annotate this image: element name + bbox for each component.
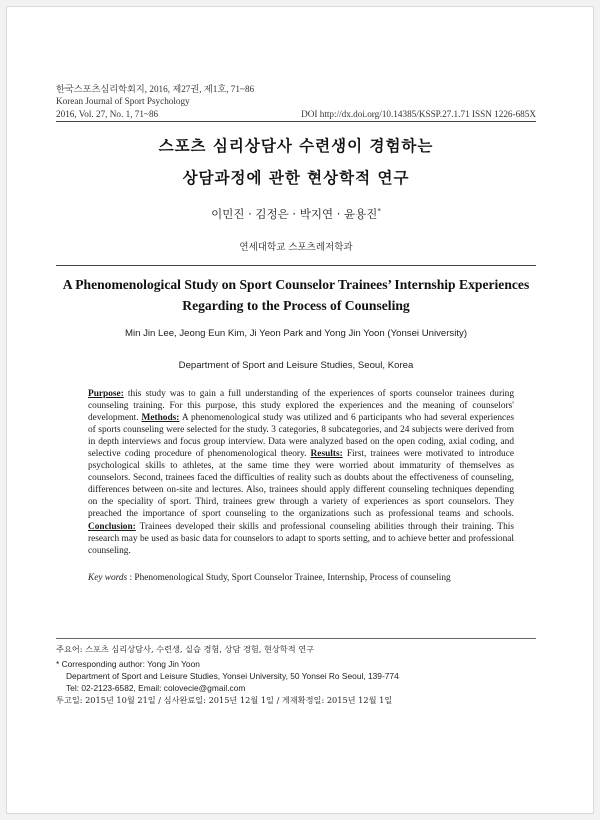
- header-rule: [56, 121, 536, 122]
- english-affiliation: Department of Sport and Leisure Studies, Seoul, Korea: [178, 360, 414, 371]
- journal-header: [56, 83, 536, 120]
- keywords-label: Key words: [88, 573, 128, 583]
- conclusion-text: Trainees developed their skills and professional counseling abilities through their training. This research may be used as basic data for counselors to adapt to sports setting, and to achieve better and professional counseling.: [88, 521, 514, 556]
- doi-issn: DOI http://dx.doi.org/10.14385/KSSP.27.1.71 ISSN 1226-685X: [301, 108, 536, 119]
- footnote-rule: [56, 638, 536, 639]
- korean-title-line-2: 상담과정에 관한 현상학적 연구: [182, 169, 410, 187]
- corresponding-mark: *: [377, 207, 381, 216]
- korean-affiliation: 연세대학교 스포츠레저학과: [239, 242, 353, 253]
- abstract: [88, 388, 514, 557]
- methods-label: Methods:: [141, 413, 180, 424]
- corresponding-author: * Corresponding author: Yong Jin Yoon: [56, 659, 200, 669]
- submission-dates: 투고일: 2015년 10월 21일 / 심사완료일: 2015년 12월 1일 / 게재확정일: 2015년 12월 1일: [56, 695, 393, 705]
- korean-authors: [56, 206, 536, 222]
- purpose-label: Purpose:: [88, 389, 124, 399]
- korean-keywords-footnote: 주요어: 스포츠 심리상담사, 수련생, 실습 경험, 상담 경험, 현상학적 연구: [56, 644, 315, 654]
- results-text: First, trainees were motivated to introduce psychological skills to athletes, at the same time they were worried about immaturity of themselves as counselors. Second, trainees faced the difficulties of reality such as doubts about the effectiveness of counseling, differences between on-site and lectures. Also, trainees should apply different counseling techniques depending on the speciality of sport. Third, trainees grew through a variety of experiences as sport counselors. They preached the importance of sport counseling to the organizations such as professional teams and schools.: [88, 449, 514, 520]
- korean-author-names: 이민진 · 김정은 · 박지연 · 윤용진: [211, 207, 378, 221]
- methods-text: A phenomenological study was utilized and 6 participants who had several experiences of sports counseling were selected for the study. 3 categories, 8 subcategories, and 24 subjects were derived from in depth interviews and focus group interview. Data were analyzed based on the open coding, axial coding, and selective coding procedure of phenomenological theory.: [88, 413, 514, 460]
- section-rule: [56, 265, 536, 266]
- journal-name-en: Korean Journal of Sport Psychology: [56, 96, 190, 107]
- journal-volume: 2016, Vol. 27, No. 1, 71~86: [56, 108, 159, 119]
- english-authors: Min Jin Lee, Jeong Eun Kim, Ji Yeon Park and Yong Jin Yoon (Yonsei University): [124, 328, 468, 339]
- results-label: Results:: [310, 449, 343, 460]
- keywords: [88, 573, 528, 583]
- korean-title-line-1: 스포츠 심리상담사 수련생이 경험하는: [158, 137, 434, 155]
- keywords-text: : Phenomenological Study, Sport Counselor Trainee, Internship, Process of counseling: [127, 573, 451, 583]
- english-title-line-2: Regarding to the Process of Counseling: [182, 298, 410, 313]
- purpose-text: this study was to gain a full understanding of the experiences of sports counselor trainees during counseling training. For this purpose, this study explored the experiences and the meaning of counselors' development.: [88, 389, 514, 424]
- corresponding-address: Department of Sport and Leisure Studies, Yonsei University, 50 Yonsei Ro Seoul, 139-774: [66, 671, 399, 681]
- conclusion-label: Conclusion:: [88, 521, 136, 532]
- corresponding-contact: Tel: 02-2123-6582, Email: colovecie@gmail.com: [66, 683, 246, 693]
- journal-name-ko: 한국스포츠심리학회지, 2016, 제27권, 제1호, 71~86: [56, 84, 255, 94]
- english-title-line-1: A Phenomenological Study on Sport Counselor Trainees’ Internship Experiences: [62, 277, 530, 292]
